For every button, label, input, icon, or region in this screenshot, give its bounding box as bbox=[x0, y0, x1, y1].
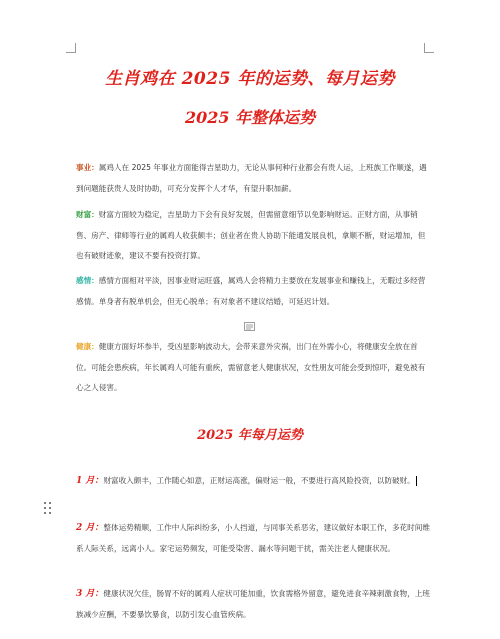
section-text: 感情方面相对平淡，因事业财运旺盛，属鸡人会将精力主要放在发展事业和赚钱上，无暇过多经营感情。单身者有脱单机会，但无心脱单；有对象者不建议结婚，可延迟计划。 bbox=[76, 276, 426, 306]
section-text: 健康方面好坏参半，受凶星影响波动大，会带来意外灾祸，出门在外需小心，将健康安全放在首位。可能会患疾病，年长属鸡人可能有重疾，需留意老人健康状况，女性朋友可能会受到惊吓，避免被有心之人侵害。 bbox=[76, 342, 426, 392]
month-feb bbox=[76, 518, 432, 559]
page-corner-mark bbox=[424, 43, 434, 53]
annual-heading: 2025 年整体运势 bbox=[184, 108, 316, 127]
month-text: 整体运势精顺，工作中人际纠纷多，小人挡道，与同事关系恶劣，建议做好本职工作，多花时间维系人际关系，远离小人。家宅运势频发，可能受染害、漏水等问题干扰，需关注老人健康状况。 bbox=[76, 523, 430, 553]
section-label: 感情： bbox=[76, 276, 99, 285]
section-text: 财富方面较为稳定，吉星助力下会有良好发展，但需留意细节以免影响财运。正财方面，从事销售、房产、律师等行业的属鸡人收获颇丰；创业者在贵人协助下能通发展良机，拿顺不断，财运增加，但也有破财迹象，建议不要有投资打算。 bbox=[76, 210, 426, 260]
month-label: 2 月： bbox=[76, 523, 104, 533]
month-mar bbox=[76, 584, 432, 625]
month-text: 健康状况欠佳，肠胃不好的属鸡人症状可能加重，饮食需格外留意，避免进食辛辣刺激食物，上班族减少应酬，不要暴饮暴食，以防引发心血管疾病。 bbox=[76, 589, 430, 619]
section-label: 事业： bbox=[76, 163, 99, 172]
month-jan[interactable] bbox=[76, 471, 432, 492]
monthly-heading: 2025 年每月运势 bbox=[197, 428, 303, 443]
month-label: 1 月： bbox=[76, 476, 104, 486]
drag-handle-icon[interactable] bbox=[44, 502, 52, 514]
section-label: 财富： bbox=[76, 210, 99, 219]
section-health bbox=[76, 337, 432, 399]
month-text: 财富收入颇丰，工作随心如意，正财运高涨，偏财运一般，不要进行高风险投资，以防破财。 bbox=[103, 476, 415, 485]
text-cursor bbox=[416, 476, 417, 486]
document-title: 生肖鸡在 2025 年的运势、每月运势 bbox=[105, 69, 395, 89]
section-career bbox=[76, 158, 432, 199]
section-label: 健康： bbox=[76, 342, 99, 351]
month-label: 3 月： bbox=[76, 589, 104, 599]
section-text: 属鸡人在 2025 年事业方面能得吉星助力，无论从事何种行业都会有贵人运，上班族工作顺遂，遇到问题能获贵人及时协助，可充分发挥个人才华，有望升职加薪。 bbox=[76, 163, 427, 193]
section-wealth bbox=[76, 205, 432, 267]
page-corner-mark bbox=[66, 43, 76, 53]
layout-options-icon[interactable] bbox=[244, 322, 255, 331]
section-love bbox=[76, 271, 432, 312]
